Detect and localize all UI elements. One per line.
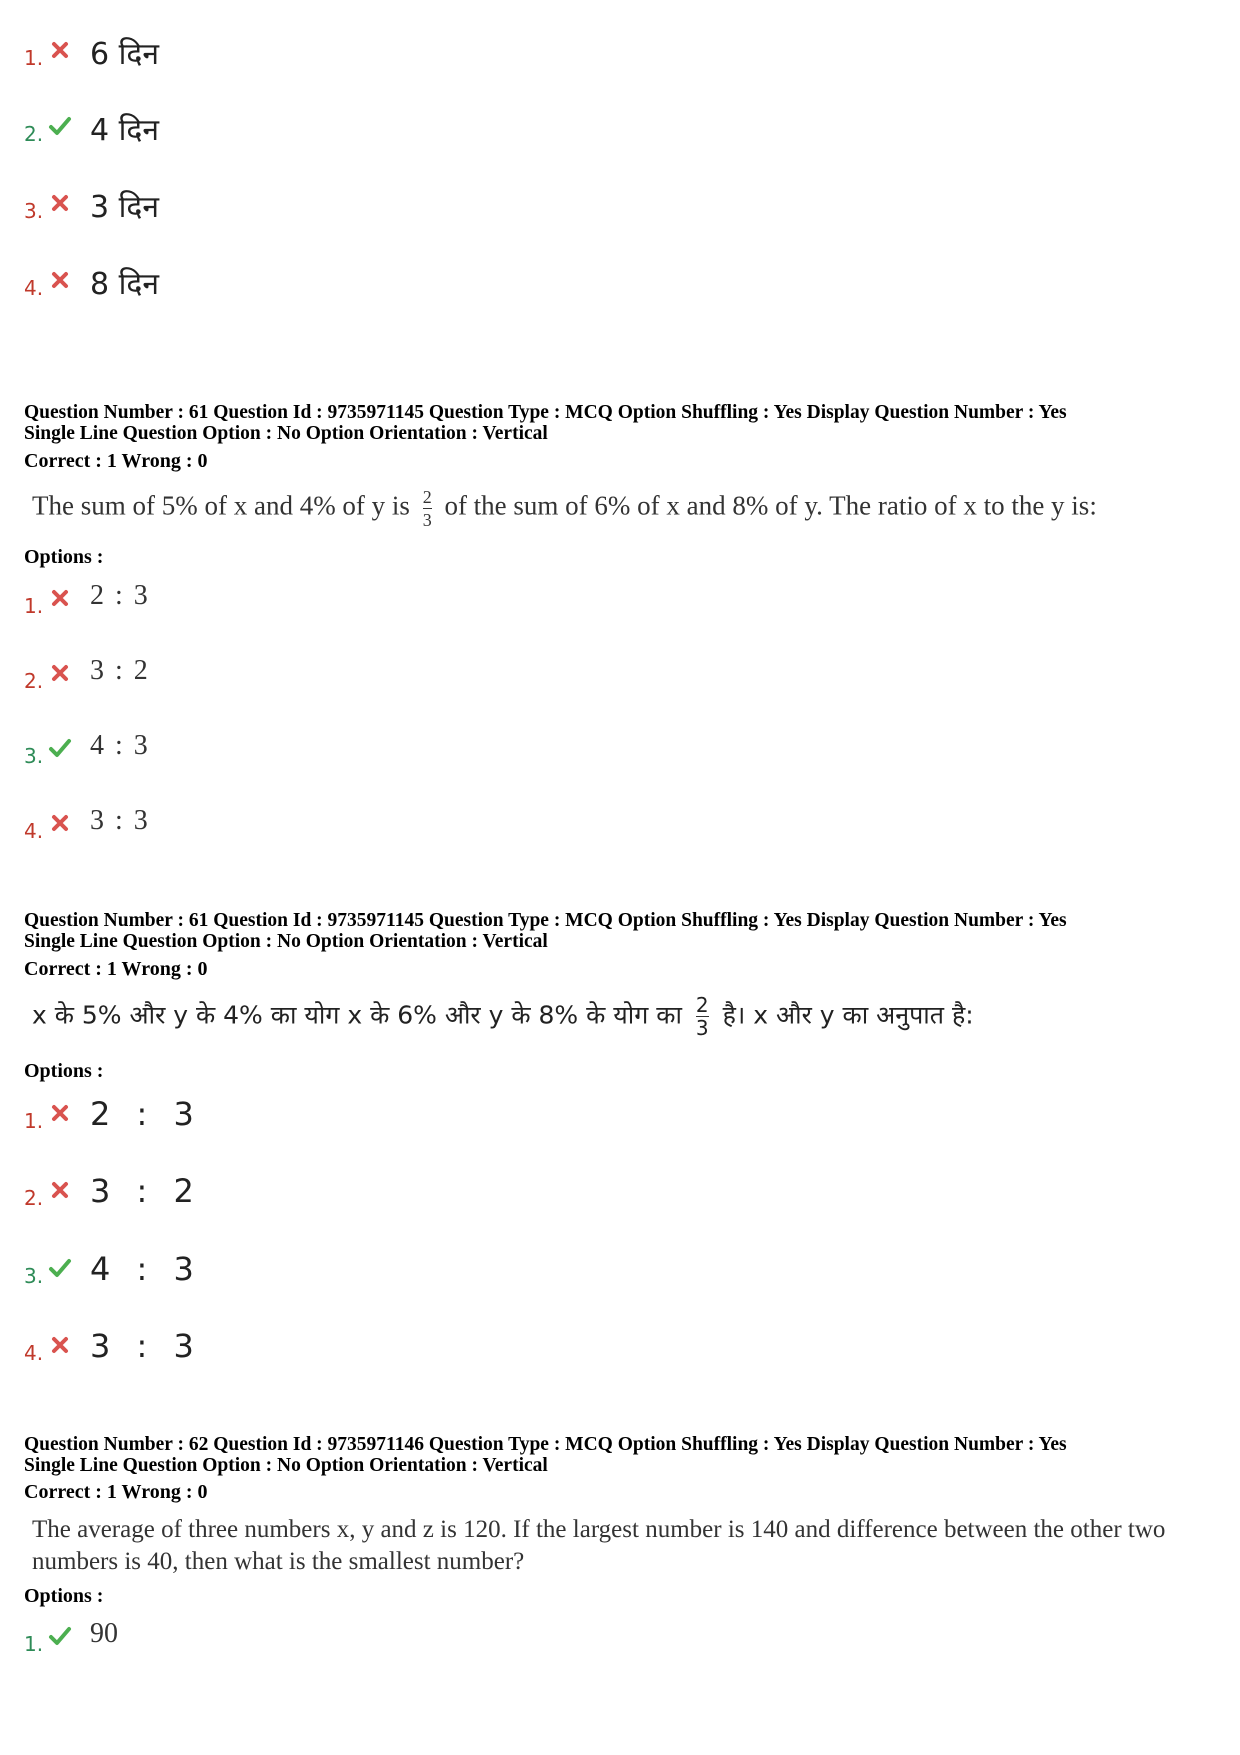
fraction — [695, 993, 709, 1040]
meta-line-2: Single Line Question Option : No Option Orientation : Vertical — [24, 931, 548, 952]
option-text: 3 : 2 — [90, 1172, 202, 1210]
fraction-numerator: 2 — [422, 487, 432, 507]
question-text-before: The sum of 5% of x and 4% of y is — [32, 490, 410, 521]
wrong-icon — [48, 661, 72, 685]
question-text-before: x के 5% और y के 4% का योग x के 6% और y के 8% के योग का — [32, 1000, 682, 1030]
meta-line-2: Single Line Question Option : No Option Orientation : Vertical — [24, 423, 548, 444]
score-line: Correct : 1 Wrong : 0 — [24, 1481, 208, 1503]
question-text — [32, 993, 974, 1040]
option-number: 1. — [24, 1632, 44, 1656]
wrong-icon — [48, 38, 72, 62]
question-text-line-2: numbers is 40, then what is the smallest number? — [32, 1548, 525, 1575]
meta-line-1: Question Number : 61 Question Id : 9735971145 Question Type : MCQ Option Shuffling : Yes Display Question Number : Yes — [24, 910, 1067, 931]
meta-line-1: Question Number : 62 Question Id : 9735971146 Question Type : MCQ Option Shuffling : Yes Display Question Number : Yes — [24, 1434, 1067, 1455]
question-text — [32, 1514, 1165, 1578]
option-number: 2. — [24, 1186, 44, 1210]
options-label: Options : — [24, 546, 104, 568]
check-icon — [48, 1256, 72, 1280]
option-number: 4. — [24, 819, 44, 843]
option-text: 3 : 2 — [90, 655, 150, 686]
fraction-denominator: 3 — [695, 1016, 709, 1040]
wrong-icon — [48, 811, 72, 835]
option-number: 3. — [24, 1264, 44, 1288]
option-number: 4. — [24, 1341, 44, 1365]
option-number: 3. — [24, 744, 44, 768]
options-label: Options : — [24, 1060, 104, 1082]
option-text: 2 : 3 — [90, 1095, 202, 1133]
score-line: Correct : 1 Wrong : 0 — [24, 450, 208, 472]
wrong-icon — [48, 191, 72, 215]
option-text: 6 दिन — [90, 37, 159, 72]
option-number: 2. — [24, 122, 44, 146]
option-text: 4 : 3 — [90, 1250, 202, 1288]
option-text: 4 : 3 — [90, 730, 150, 761]
option-number: 1. — [24, 46, 44, 70]
question-meta — [24, 402, 1067, 444]
wrong-icon — [48, 1101, 72, 1125]
wrong-icon — [48, 1178, 72, 1202]
options-label: Options : — [24, 1585, 104, 1607]
option-number: 2. — [24, 669, 44, 693]
question-text-line-1: The average of three numbers x, y and z is 120. If the largest number is 140 and difference between the other two — [32, 1516, 1166, 1543]
meta-line-1: Question Number : 61 Question Id : 9735971145 Question Type : MCQ Option Shuffling : Yes Display Question Number : Yes — [24, 402, 1067, 423]
option-number: 1. — [24, 1109, 44, 1133]
check-icon — [48, 1624, 72, 1648]
question-meta — [24, 910, 1067, 952]
question-text — [32, 488, 1097, 529]
score-line: Correct : 1 Wrong : 0 — [24, 958, 208, 980]
meta-line-2: Single Line Question Option : No Option Orientation : Vertical — [24, 1455, 548, 1476]
option-number: 1. — [24, 594, 44, 618]
check-icon — [48, 114, 72, 138]
option-number: 4. — [24, 276, 44, 300]
wrong-icon — [48, 586, 72, 610]
option-number: 3. — [24, 199, 44, 223]
option-text: 3 : 3 — [90, 805, 150, 836]
question-text-after: है। x और y का अनुपात है: — [722, 1000, 974, 1030]
wrong-icon — [48, 268, 72, 292]
option-text: 3 दिन — [90, 190, 159, 225]
option-text: 90 — [90, 1618, 118, 1649]
option-text: 4 दिन — [90, 113, 159, 148]
question-meta — [24, 1434, 1067, 1476]
fraction-numerator: 2 — [695, 993, 709, 1017]
fraction-denominator: 3 — [422, 510, 432, 530]
option-text: 8 दिन — [90, 267, 159, 302]
question-text-after: of the sum of 6% of x and 8% of y. The ratio of x to the y is: — [444, 490, 1097, 521]
option-text: 2 : 3 — [90, 580, 150, 611]
check-icon — [48, 736, 72, 760]
option-text: 3 : 3 — [90, 1327, 202, 1365]
fraction — [423, 488, 432, 529]
wrong-icon — [48, 1333, 72, 1357]
